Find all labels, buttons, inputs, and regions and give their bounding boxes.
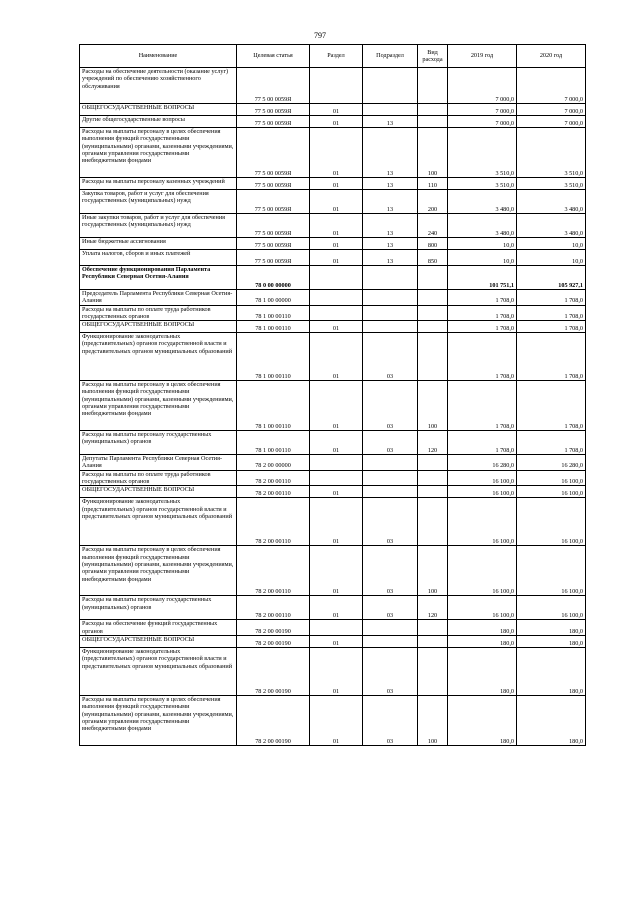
- table-cell-2020: 1 708,0: [517, 305, 586, 321]
- table-cell-code: 78 2 00 00110: [237, 596, 310, 620]
- table-cell-code: 77 5 00 0059Я: [237, 238, 310, 250]
- table-cell-expense-type: [418, 116, 448, 128]
- table-cell-2019: 3 510,0: [448, 178, 517, 190]
- table-row: [80, 250, 586, 266]
- table-cell-expense-type: 100: [418, 546, 448, 596]
- table-cell-section: 01: [310, 546, 363, 596]
- table-cell-expense-type: 100: [418, 695, 448, 745]
- table-row: [80, 620, 586, 636]
- table-cell-code: 78 2 00 00190: [237, 647, 310, 695]
- table-cell-code: 78 2 00 00190: [237, 635, 310, 647]
- table-cell-name: Расходы на обеспечение функций государственных органов: [80, 620, 237, 636]
- table-cell-section: 01: [310, 190, 363, 214]
- budget-table: [79, 44, 586, 746]
- table-cell-subsection: 03: [363, 596, 418, 620]
- table-cell-name: Расходы на выплаты персоналу государственных (муниципальных) органов: [80, 431, 237, 455]
- table-row: [80, 455, 586, 471]
- table-cell-2019: 101 751,1: [448, 266, 517, 290]
- table-row: [80, 381, 586, 431]
- table-cell-2020: 10,0: [517, 238, 586, 250]
- table-cell-2020: 3 510,0: [517, 178, 586, 190]
- table-cell-expense-type: 240: [418, 214, 448, 238]
- table-row: [80, 596, 586, 620]
- table-cell-code: 78 1 00 00110: [237, 321, 310, 333]
- table-cell-name: Функционирование законодательных (представительных) органов государственной власти и представительных органов муниципальных образований: [80, 498, 237, 546]
- table-cell-expense-type: [418, 486, 448, 498]
- table-cell-code: 78 2 00 00110: [237, 470, 310, 486]
- table-cell-section: [310, 305, 363, 321]
- table-cell-subsection: 13: [363, 250, 418, 266]
- table-cell-section: 01: [310, 333, 363, 381]
- table-cell-name: Расходы на выплаты персоналу в целях обеспечения выполнения функций государственными (муниципальными) органами, казенными учреждениями, органами управления государственными внебюджетными фондами: [80, 128, 237, 178]
- table-cell-section: 01: [310, 635, 363, 647]
- table-row: [80, 498, 586, 546]
- table-cell-2020: 180,0: [517, 647, 586, 695]
- table-row: [80, 321, 586, 333]
- table-cell-subsection: 03: [363, 431, 418, 455]
- table-row: [80, 214, 586, 238]
- table-cell-subsection: 03: [363, 647, 418, 695]
- table-header-row: [80, 45, 586, 68]
- table-cell-section: [310, 266, 363, 290]
- table-cell-2020: 1 708,0: [517, 321, 586, 333]
- table-cell-2019: 7 000,0: [448, 116, 517, 128]
- table-cell-subsection: [363, 104, 418, 116]
- header-expense-type: Вид расхода: [418, 45, 448, 68]
- table-cell-expense-type: 120: [418, 431, 448, 455]
- table-cell-expense-type: [418, 104, 448, 116]
- table-row: [80, 305, 586, 321]
- table-cell-name: Функционирование законодательных (представительных) органов государственной власти и представительных органов муниципальных образований: [80, 647, 237, 695]
- table-cell-name: Расходы на выплаты по оплате труда работников государственных органов: [80, 470, 237, 486]
- table-cell-name: Депутаты Парламента Республики Северная Осетия-Алания: [80, 455, 237, 471]
- header-code: Целевая статья: [237, 45, 310, 68]
- table-cell-expense-type: 110: [418, 178, 448, 190]
- table-cell-name: Другие общегосударственные вопросы: [80, 116, 237, 128]
- table-cell-2019: 180,0: [448, 647, 517, 695]
- header-year1: 2019 год: [448, 45, 517, 68]
- table-cell-expense-type: 200: [418, 190, 448, 214]
- table-cell-subsection: 13: [363, 214, 418, 238]
- table-cell-subsection: [363, 635, 418, 647]
- table-cell-code: 77 5 00 0059Я: [237, 104, 310, 116]
- table-cell-code: 78 1 00 00110: [237, 305, 310, 321]
- table-cell-section: 01: [310, 238, 363, 250]
- table-cell-2019: 180,0: [448, 620, 517, 636]
- table-cell-2019: 1 708,0: [448, 321, 517, 333]
- table-cell-name: Расходы на обеспечение деятельности (оказание услуг) учреждений по обеспечению хозяйственного обслуживания: [80, 68, 237, 104]
- table-cell-expense-type: 100: [418, 128, 448, 178]
- table-cell-name: Иные бюджетные ассигнования: [80, 238, 237, 250]
- table-cell-2019: 16 100,0: [448, 546, 517, 596]
- table-cell-2019: 16 280,0: [448, 455, 517, 471]
- table-cell-section: 01: [310, 486, 363, 498]
- table-cell-2019: 1 708,0: [448, 305, 517, 321]
- table-cell-2020: 7 000,0: [517, 104, 586, 116]
- table-cell-2019: 16 100,0: [448, 470, 517, 486]
- table-row: [80, 238, 586, 250]
- table-cell-section: 01: [310, 695, 363, 745]
- table-cell-code: 78 2 00 00190: [237, 695, 310, 745]
- table-cell-name: Расходы на выплаты по оплате труда работников государственных органов: [80, 305, 237, 321]
- header-name: Наименование: [80, 45, 237, 68]
- table-cell-subsection: 03: [363, 695, 418, 745]
- table-row: [80, 266, 586, 290]
- table-cell-name: ОБЩЕГОСУДАРСТВЕННЫЕ ВОПРОСЫ: [80, 321, 237, 333]
- table-cell-section: 01: [310, 116, 363, 128]
- table-cell-2020: 1 708,0: [517, 431, 586, 455]
- table-cell-2020: 16 100,0: [517, 546, 586, 596]
- table-cell-name: Уплата налогов, сборов и иных платежей: [80, 250, 237, 266]
- table-cell-subsection: 13: [363, 116, 418, 128]
- table-row: [80, 116, 586, 128]
- table-cell-expense-type: [418, 470, 448, 486]
- table-cell-2020: 16 100,0: [517, 498, 586, 546]
- table-cell-code: 78 2 00 00190: [237, 620, 310, 636]
- table-cell-2019: 1 708,0: [448, 381, 517, 431]
- header-subsection: Подраздел: [363, 45, 418, 68]
- table-cell-2020: 16 280,0: [517, 455, 586, 471]
- table-cell-section: [310, 290, 363, 306]
- header-year2: 2020 год: [517, 45, 586, 68]
- table-cell-section: 01: [310, 104, 363, 116]
- table-cell-name: ОБЩЕГОСУДАРСТВЕННЫЕ ВОПРОСЫ: [80, 486, 237, 498]
- table-row: [80, 178, 586, 190]
- table-cell-name: Расходы на выплаты персоналу государственных (муниципальных) органов: [80, 596, 237, 620]
- table-cell-2020: 16 100,0: [517, 596, 586, 620]
- table-row: [80, 431, 586, 455]
- table-cell-2020: 105 927,1: [517, 266, 586, 290]
- table-cell-expense-type: [418, 647, 448, 695]
- table-cell-section: [310, 455, 363, 471]
- table-cell-expense-type: [418, 498, 448, 546]
- table-row: [80, 190, 586, 214]
- table-cell-expense-type: [418, 455, 448, 471]
- table-cell-2019: 10,0: [448, 250, 517, 266]
- table-cell-expense-type: 100: [418, 381, 448, 431]
- table-cell-expense-type: [418, 620, 448, 636]
- table-row: [80, 695, 586, 745]
- table-cell-subsection: 03: [363, 381, 418, 431]
- table-cell-expense-type: [418, 635, 448, 647]
- table-cell-subsection: [363, 486, 418, 498]
- table-row: [80, 647, 586, 695]
- table-cell-code: 77 5 00 0059Я: [237, 214, 310, 238]
- table-cell-section: 01: [310, 321, 363, 333]
- table-cell-name: Обеспечение функционирования Парламента Республики Северная Осетия-Алания: [80, 266, 237, 290]
- table-cell-name: Функционирование законодательных (представительных) органов государственной власти и представительных органов муниципальных образований: [80, 333, 237, 381]
- table-cell-code: 77 5 00 0059Я: [237, 128, 310, 178]
- table-row: [80, 290, 586, 306]
- table-cell-code: 77 5 00 0059Я: [237, 190, 310, 214]
- table-cell-expense-type: [418, 266, 448, 290]
- table-cell-2019: 1 708,0: [448, 290, 517, 306]
- table-cell-section: 01: [310, 178, 363, 190]
- header-section: Раздел: [310, 45, 363, 68]
- table-row: [80, 104, 586, 116]
- table-cell-2019: 7 000,0: [448, 68, 517, 104]
- table-cell-subsection: [363, 455, 418, 471]
- table-cell-2020: 180,0: [517, 620, 586, 636]
- table-cell-name: Расходы на выплаты персоналу в целях обеспечения выполнения функций государственными (муниципальными) органами, казенными учреждениями, органами управления государственными внебюджетными фондами: [80, 546, 237, 596]
- table-cell-code: 78 0 00 00000: [237, 266, 310, 290]
- table-cell-2019: 1 708,0: [448, 431, 517, 455]
- table-cell-2019: 7 000,0: [448, 104, 517, 116]
- table-cell-section: [310, 68, 363, 104]
- table-cell-code: 77 5 00 0059Я: [237, 250, 310, 266]
- table-cell-section: 01: [310, 381, 363, 431]
- table-row: [80, 68, 586, 104]
- table-cell-section: 01: [310, 596, 363, 620]
- table-cell-code: 77 5 00 0059Я: [237, 68, 310, 104]
- table-row: [80, 486, 586, 498]
- table-cell-2020: 16 100,0: [517, 470, 586, 486]
- table-cell-subsection: [363, 68, 418, 104]
- table-body: [80, 68, 586, 746]
- table-cell-subsection: [363, 620, 418, 636]
- table-cell-2019: 16 100,0: [448, 498, 517, 546]
- table-cell-2019: 16 100,0: [448, 596, 517, 620]
- table-cell-2019: 3 480,0: [448, 214, 517, 238]
- table-cell-subsection: 13: [363, 190, 418, 214]
- table-cell-2020: 7 000,0: [517, 116, 586, 128]
- table-cell-name: Расходы на выплаты персоналу в целях обеспечения выполнения функций государственными (муниципальными) органами, казенными учреждениями, органами управления государственными внебюджетными фондами: [80, 695, 237, 745]
- table-cell-code: 78 1 00 00000: [237, 290, 310, 306]
- table-cell-section: 01: [310, 214, 363, 238]
- table-cell-2020: 16 100,0: [517, 486, 586, 498]
- table-cell-2020: 3 510,0: [517, 128, 586, 178]
- table-row: [80, 470, 586, 486]
- table-cell-2020: 3 480,0: [517, 190, 586, 214]
- table-cell-name: ОБЩЕГОСУДАРСТВЕННЫЕ ВОПРОСЫ: [80, 635, 237, 647]
- table-cell-expense-type: [418, 333, 448, 381]
- table-cell-code: 78 2 00 00000: [237, 455, 310, 471]
- table-cell-expense-type: 800: [418, 238, 448, 250]
- table-cell-2020: 1 708,0: [517, 333, 586, 381]
- table-cell-2020: 10,0: [517, 250, 586, 266]
- table-cell-2019: 3 480,0: [448, 190, 517, 214]
- table-cell-subsection: 13: [363, 238, 418, 250]
- table-row: [80, 333, 586, 381]
- table-cell-2019: 1 708,0: [448, 333, 517, 381]
- table-cell-2019: 180,0: [448, 635, 517, 647]
- table-cell-code: 78 2 00 00110: [237, 546, 310, 596]
- table-cell-subsection: 03: [363, 333, 418, 381]
- table-cell-section: 01: [310, 250, 363, 266]
- table-cell-expense-type: [418, 321, 448, 333]
- page-number: 797: [314, 31, 326, 40]
- table-cell-name: Расходы на выплаты персоналу в целях обеспечения выполнения функций государственными (муниципальными) органами, казенными учреждениями, органами управления государственными внебюджетными фондами: [80, 381, 237, 431]
- table-cell-code: 78 2 00 00110: [237, 486, 310, 498]
- table-cell-code: 78 1 00 00110: [237, 431, 310, 455]
- table-cell-section: 01: [310, 647, 363, 695]
- table-cell-name: Иные закупки товаров, работ и услуг для обеспечения государственных (муниципальных) нужд: [80, 214, 237, 238]
- table-cell-name: Закупка товаров, работ и услуг для обеспечения государственных (муниципальных) нужд: [80, 190, 237, 214]
- table-cell-subsection: [363, 305, 418, 321]
- table-row: [80, 128, 586, 178]
- table-cell-2019: 10,0: [448, 238, 517, 250]
- table-cell-section: [310, 470, 363, 486]
- table-cell-2020: 1 708,0: [517, 381, 586, 431]
- table-cell-expense-type: 120: [418, 596, 448, 620]
- table-cell-code: 77 5 00 0059Я: [237, 178, 310, 190]
- table-cell-section: 01: [310, 498, 363, 546]
- table-cell-2020: 7 000,0: [517, 68, 586, 104]
- table-cell-section: 01: [310, 431, 363, 455]
- table-cell-subsection: 13: [363, 128, 418, 178]
- table-cell-code: 78 2 00 00110: [237, 498, 310, 546]
- table-cell-2019: 3 510,0: [448, 128, 517, 178]
- table-row: [80, 635, 586, 647]
- table-cell-2020: 180,0: [517, 695, 586, 745]
- table-cell-code: 78 1 00 00110: [237, 333, 310, 381]
- table-cell-subsection: 13: [363, 178, 418, 190]
- table-cell-subsection: [363, 290, 418, 306]
- table-cell-subsection: [363, 470, 418, 486]
- table-cell-name: ОБЩЕГОСУДАРСТВЕННЫЕ ВОПРОСЫ: [80, 104, 237, 116]
- table-cell-2020: 180,0: [517, 635, 586, 647]
- table-cell-name: Председатель Парламента Республики Северная Осетия-Алания: [80, 290, 237, 306]
- table-cell-code: 77 5 00 0059Я: [237, 116, 310, 128]
- table-cell-subsection: 03: [363, 498, 418, 546]
- table-cell-subsection: 03: [363, 546, 418, 596]
- table-cell-subsection: [363, 321, 418, 333]
- table-cell-2020: 3 480,0: [517, 214, 586, 238]
- table-cell-expense-type: [418, 68, 448, 104]
- table-cell-name: Расходы на выплаты персоналу казенных учреждений: [80, 178, 237, 190]
- table-cell-2019: 16 100,0: [448, 486, 517, 498]
- table-row: [80, 546, 586, 596]
- table-cell-2019: 180,0: [448, 695, 517, 745]
- table-cell-section: [310, 620, 363, 636]
- table-cell-code: 78 1 00 00110: [237, 381, 310, 431]
- table-cell-section: 01: [310, 128, 363, 178]
- table-cell-expense-type: [418, 305, 448, 321]
- table-cell-expense-type: 850: [418, 250, 448, 266]
- table-cell-subsection: [363, 266, 418, 290]
- table-cell-expense-type: [418, 290, 448, 306]
- table-cell-2020: 1 708,0: [517, 290, 586, 306]
